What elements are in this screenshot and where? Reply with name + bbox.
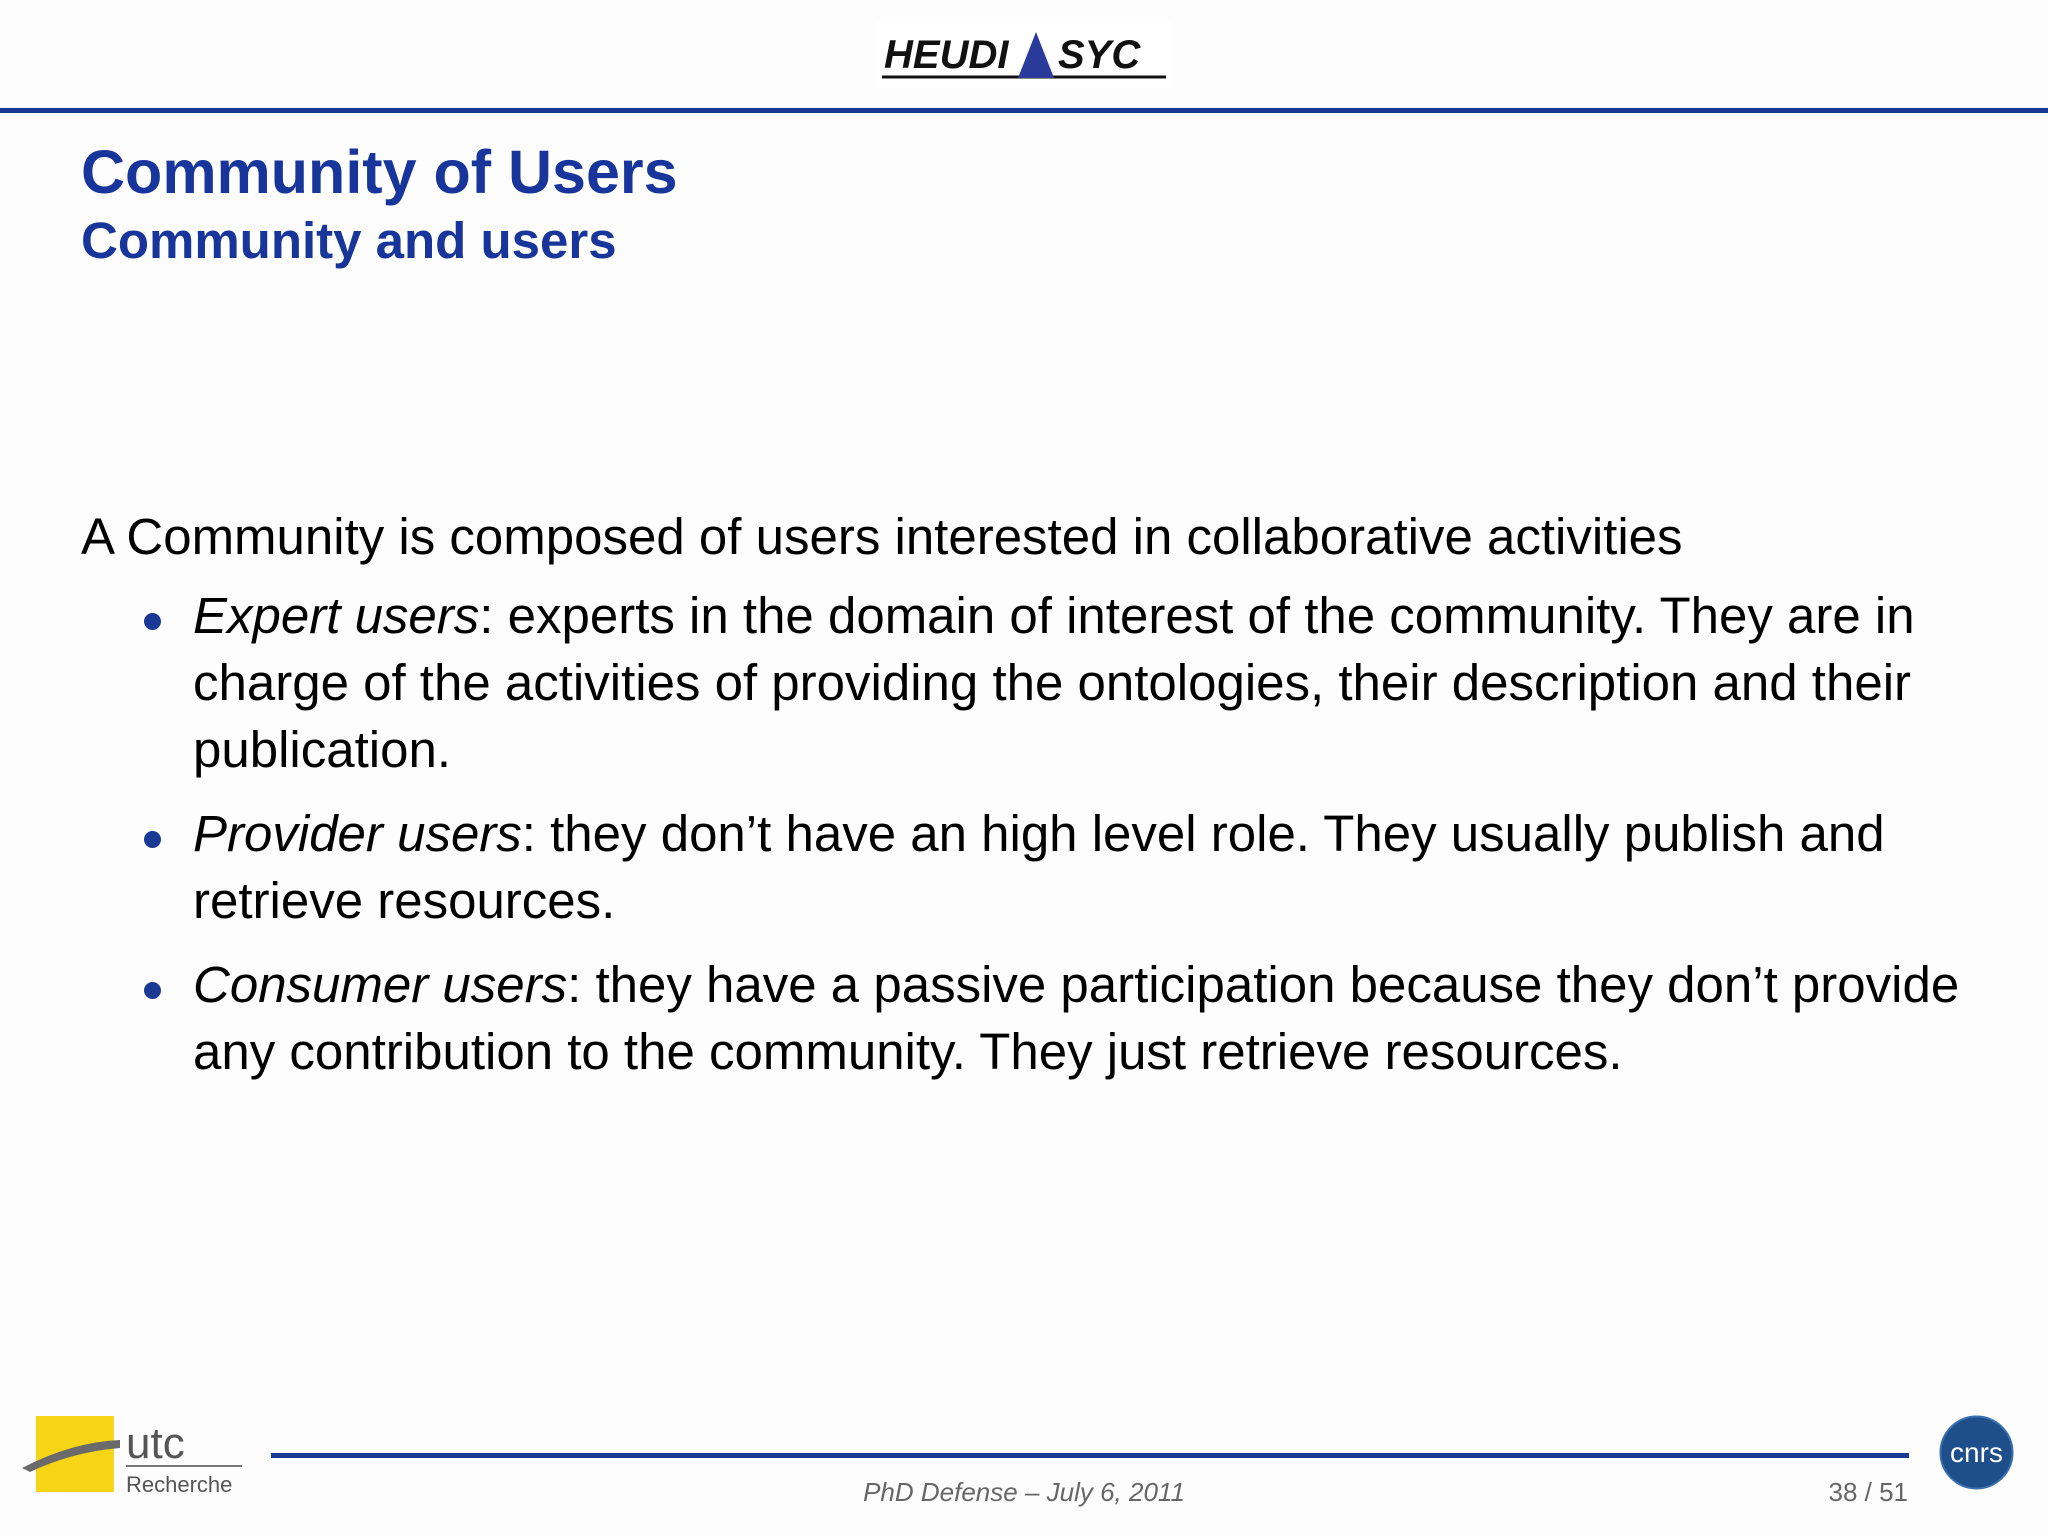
cnrs-logo bbox=[1938, 1414, 2015, 1491]
svg-text:cnrs: cnrs bbox=[1950, 1437, 2003, 1468]
bullet-icon bbox=[144, 613, 161, 630]
intro-text: A Community is composed of users interested in collaborative activities bbox=[81, 508, 1683, 565]
footer-presentation-info: PhD Defense – July 6, 2011 bbox=[863, 1477, 1185, 1507]
heudiasyc-logo bbox=[876, 22, 1172, 88]
bullet-text: : they have a passive participation because they don’t provide any contribution to the community. They just retrieve resources. bbox=[193, 956, 1960, 1080]
bullet-icon bbox=[144, 982, 161, 999]
bullet-item-expert bbox=[81, 582, 1981, 783]
svg-text:Recherche: Recherche bbox=[126, 1472, 233, 1497]
svg-text:HEUDI: HEUDI bbox=[884, 33, 1009, 77]
slide-subtitle: Community and users bbox=[81, 212, 617, 269]
bullet-term: Consumer users bbox=[193, 956, 568, 1013]
footer-rule bbox=[271, 1453, 1909, 1458]
bullet-term: Provider users bbox=[193, 805, 522, 862]
page-number: 38 / 51 bbox=[1828, 1477, 1908, 1507]
bullet-text: : experts in the domain of interest of the community. They are in charge of the activities of providing the ontologies, their description and their publication. bbox=[193, 587, 1915, 778]
bullet-item-consumer bbox=[81, 951, 1981, 1085]
slide-body bbox=[81, 503, 1981, 1102]
slide-title: Community of Users bbox=[81, 138, 678, 206]
bullet-list bbox=[81, 582, 1981, 1085]
svg-text:utc: utc bbox=[126, 1419, 185, 1468]
svg-text:SYC: SYC bbox=[1058, 33, 1141, 77]
bullet-item-provider bbox=[81, 800, 1981, 934]
bullet-icon bbox=[144, 831, 161, 848]
bullet-text: : they don’t have an high level role. They usually publish and retrieve resources. bbox=[193, 805, 1885, 929]
bullet-term: Expert users bbox=[193, 587, 480, 644]
header-rule bbox=[0, 108, 2048, 113]
